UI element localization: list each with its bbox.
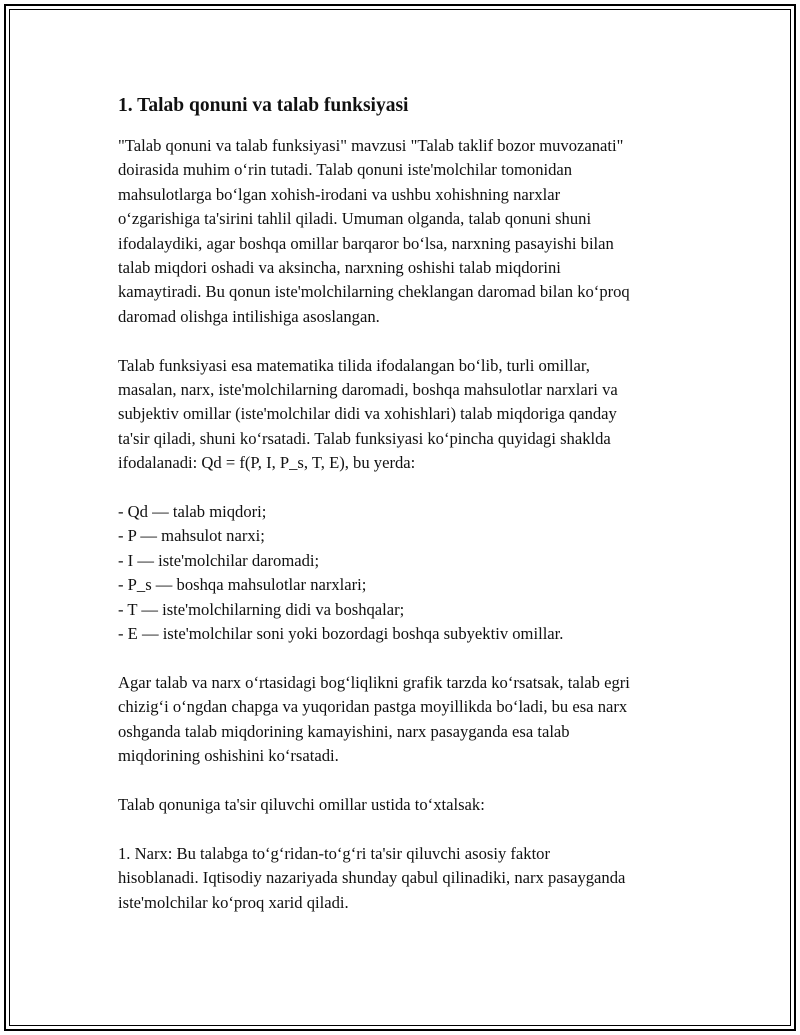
paragraph-gap (118, 817, 698, 841)
document-title: 1. Talab qonuni va talab funksiyasi (118, 95, 409, 116)
text-line: ifodalaydiki, agar boshqa omillar barqaror boʻlsa, narxning pasayishi bilan (118, 233, 614, 253)
text-line: 1. Narx: Bu talabga toʻgʻridan-toʻgʻri ta'sir qiluvchi asosiy faktor (118, 843, 551, 863)
text-line: Agar talab va narx oʻrtasidagi bogʻliqlikni grafik tarzda koʻrsatsak, talab egri (118, 672, 630, 692)
paragraph-intro (118, 134, 698, 329)
list-item: - E — iste'molchilar soni yoki bozordagi boshqa subyektiv omillar. (118, 624, 564, 644)
text-line: oshganda talab miqdorining kamayishini, narx pasayganda esa talab (118, 721, 570, 741)
text-line: Talab qonuniga ta'sir qiluvchi omillar ustida toʻxtalsak: (118, 794, 485, 814)
list-item: - I — iste'molchilar daromadi; (118, 550, 320, 570)
text-line: talab miqdori oshadi va aksincha, narxning oshishi talab miqdorini (118, 258, 561, 278)
text-line: iste'molchilar koʻproq xarid qiladi. (118, 892, 349, 912)
paragraph-gap (118, 769, 698, 793)
paragraph-demand-curve (118, 671, 698, 769)
paragraph-gap (118, 476, 698, 500)
text-line: Talab funksiyasi esa matematika tilida ifodalangan boʻlib, turli omillar, (118, 355, 590, 375)
paragraph-factor-price (118, 842, 698, 915)
paragraph-gap (118, 329, 698, 353)
text-line: oʻzgarishiga ta'sirini tahlil qiladi. Umuman olganda, talab qonuni shuni (118, 209, 592, 229)
text-line: chizigʻi oʻngdan chapga va yuqoridan pastga moyillikda boʻladi, bu esa narx (118, 697, 628, 717)
list-item: - Qd — talab miqdori; (118, 502, 267, 522)
paragraph-factors-intro (118, 793, 698, 817)
text-line: hisoblanadi. Iqtisodiy nazariyada shunday qabul qilinadiki, narx pasayganda (118, 868, 626, 888)
text-line: ta'sir qiladi, shuni koʻrsatadi. Talab funksiyasi koʻpincha quyidagi shaklda (118, 428, 611, 448)
paragraph-demand-function (118, 354, 698, 476)
text-line: daromad olishga intilishiga asoslangan. (118, 306, 380, 326)
text-line: kamaytiradi. Bu qonun iste'molchilarning cheklangan daromad bilan koʻproq (118, 282, 630, 302)
text-line: mahsulotlarga boʻlgan xohish-irodani va ushbu xohishning narxlar (118, 184, 561, 204)
list-item: - P_s — boshqa mahsulotlar narxlari; (118, 575, 367, 595)
document-body (118, 92, 698, 915)
variables-list (118, 500, 698, 646)
list-item: - P — mahsulot narxi; (118, 526, 265, 546)
paragraph-gap (118, 647, 698, 671)
text-line: "Talab qonuni va talab funksiyasi" mavzusi "Talab taklif bozor muvozanati" (118, 136, 624, 155)
text-line: doirasida muhim oʻrin tutadi. Talab qonuni iste'molchilar tomonidan (118, 160, 573, 180)
text-line: masalan, narx, iste'molchilarning daromadi, boshqa mahsulotlar narxlari va (118, 380, 618, 400)
text-line: ifodalanadi: Qd = f(P, I, P_s, T, E), bu yerda: (118, 453, 416, 473)
text-line: subjektiv omillar (iste'molchilar didi va xohishlari) talab miqdoriga qanday (118, 404, 617, 424)
text-line: miqdorining oshishini koʻrsatadi. (118, 746, 339, 766)
list-item: - T — iste'molchilarning didi va boshqalar; (118, 599, 405, 619)
